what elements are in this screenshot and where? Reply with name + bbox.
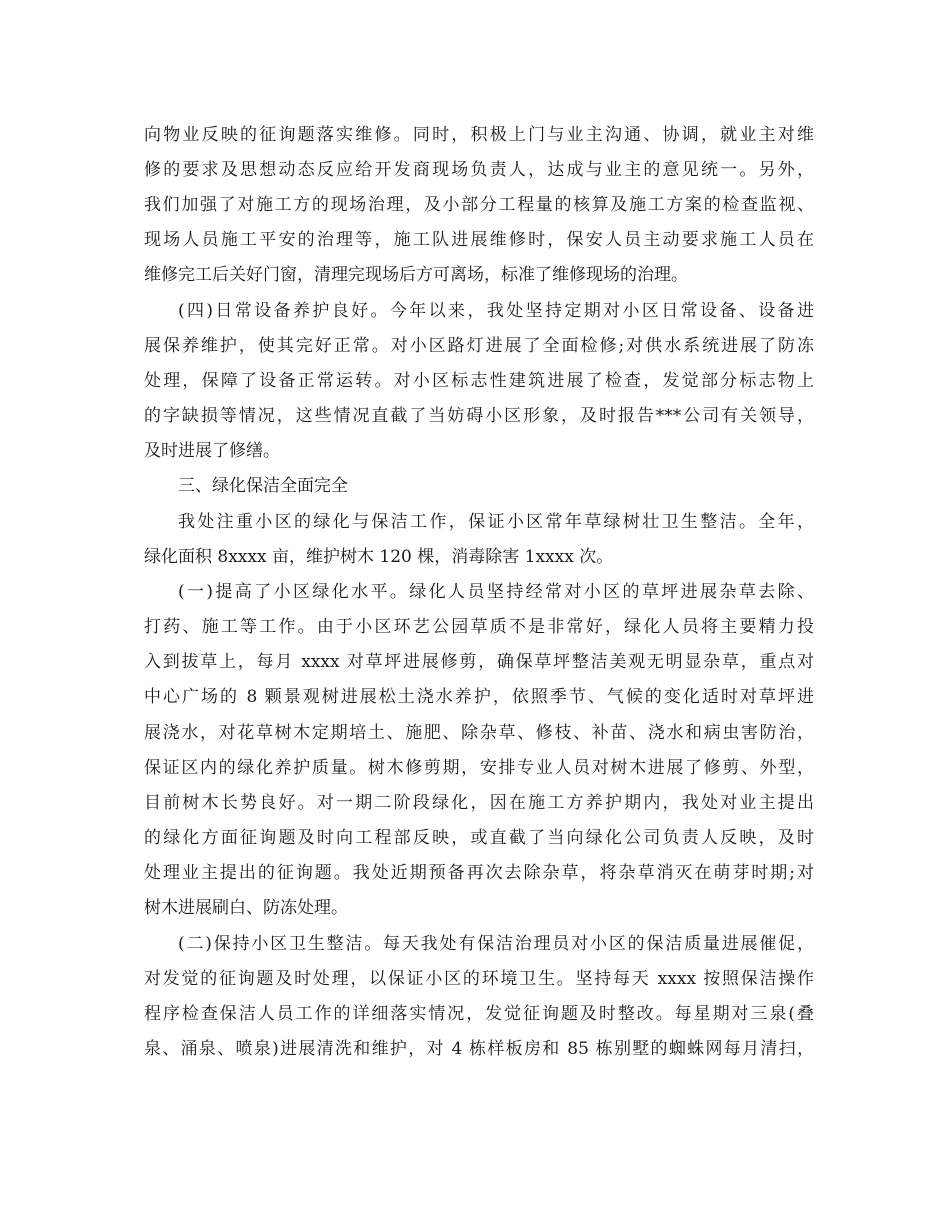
text-line: 入到拔草上，每月 xxxx 对草坪进展修剪，确保草坪整洁美观无明显杂草，重点对	[144, 652, 814, 672]
text-line: 修的要求及思想动态反应给开发商现场负责人，达成与业主的意见统一。另外，	[144, 160, 814, 180]
text-line: 绿化面积 8xxxx 亩，维护树木 120 棵，消毒除害 1xxxx 次。	[144, 547, 614, 567]
text-line: 树木进展刷白、防冻处理。	[144, 898, 348, 918]
text-line: 展保养维护，使其完好正常。对小区路灯进展了全面检修;对供水系统进展了防冻	[144, 336, 814, 356]
text-line: 保证区内的绿化养护质量。树木修剪期，安排专业人员对树木进展了修剪、外型，	[144, 758, 814, 778]
section-heading: 三、绿化保洁全面完全	[178, 476, 348, 496]
text-line: 中心广场的 8 颗景观树进展松土浇水养护，依照季节、气候的变化适时对草坪进	[144, 687, 814, 707]
text-line: 的绿化方面征询题及时向工程部反映，或直截了当向绿化公司负责人反映，及时	[144, 828, 814, 848]
paragraph-first-line: (一)提高了小区绿化水平。绿化人员坚持经常对小区的草坪进展杂草去除、	[178, 582, 814, 602]
text-line: 处理业主提出的征询题。我处近期预备再次去除杂草，将杂草消灭在萌芽时期;对	[144, 863, 814, 883]
text-line: 的字缺损等情况，这些情况直截了当妨碍小区形象，及时报告***公司有关领导，	[144, 406, 814, 426]
text-line: 对发觉的征询题及时处理，以保证小区的环境卫生。坚持每天 xxxx 按照保洁操作	[144, 969, 814, 989]
text-line: 我们加强了对施工方的现场治理，及小部分工程量的核算及施工方案的检查监视、	[144, 195, 814, 215]
text-line: 打药、施工等工作。由于小区环艺公园草质不是非常好，绿化人员将主要精力投	[144, 617, 814, 637]
text-line: 展浇水，对花草树木定期培土、施肥、除杂草、修枝、补苗、浇水和病虫害防治，	[144, 723, 814, 743]
paragraph-first-line: (四)日常设备养护良好。今年以来，我处坚持定期对小区日常设备、设备进	[178, 301, 814, 321]
text-line: 维修完工后关好门窗，清理完现场后方可离场，标准了维修现场的治理。	[144, 265, 688, 285]
text-line: 程序检查保洁人员工作的详细落实情况，发觉征询题及时整改。每星期对三泉(叠	[144, 1004, 814, 1024]
text-line: 目前树木长势良好。对一期二阶段绿化，因在施工方养护期内，我处对业主提出	[144, 793, 814, 813]
paragraph-first-line: 我处注重小区的绿化与保洁工作，保证小区常年草绿树壮卫生整洁。全年，	[178, 512, 814, 532]
text-line: 及时进展了修缮。	[144, 441, 280, 461]
paragraph-first-line: (二)保持小区卫生整洁。每天我处有保洁治理员对小区的保洁质量进展催促，	[178, 934, 814, 954]
text-line: 泉、涌泉、喷泉)进展清洗和维护，对 4 栋样板房和 85 栋别墅的蜘蛛网每月清扫，	[144, 1039, 814, 1059]
text-line: 向物业反映的征询题落实维修。同时，积极上门与业主沟通、协调，就业主对维	[144, 125, 814, 145]
text-line: 现场人员施工平安的治理等，施工队进展维修时，保安人员主动要求施工人员在	[144, 230, 814, 250]
text-line: 处理，保障了设备正常运转。对小区标志性建筑进展了检查，发觉部分标志物上	[144, 371, 814, 391]
